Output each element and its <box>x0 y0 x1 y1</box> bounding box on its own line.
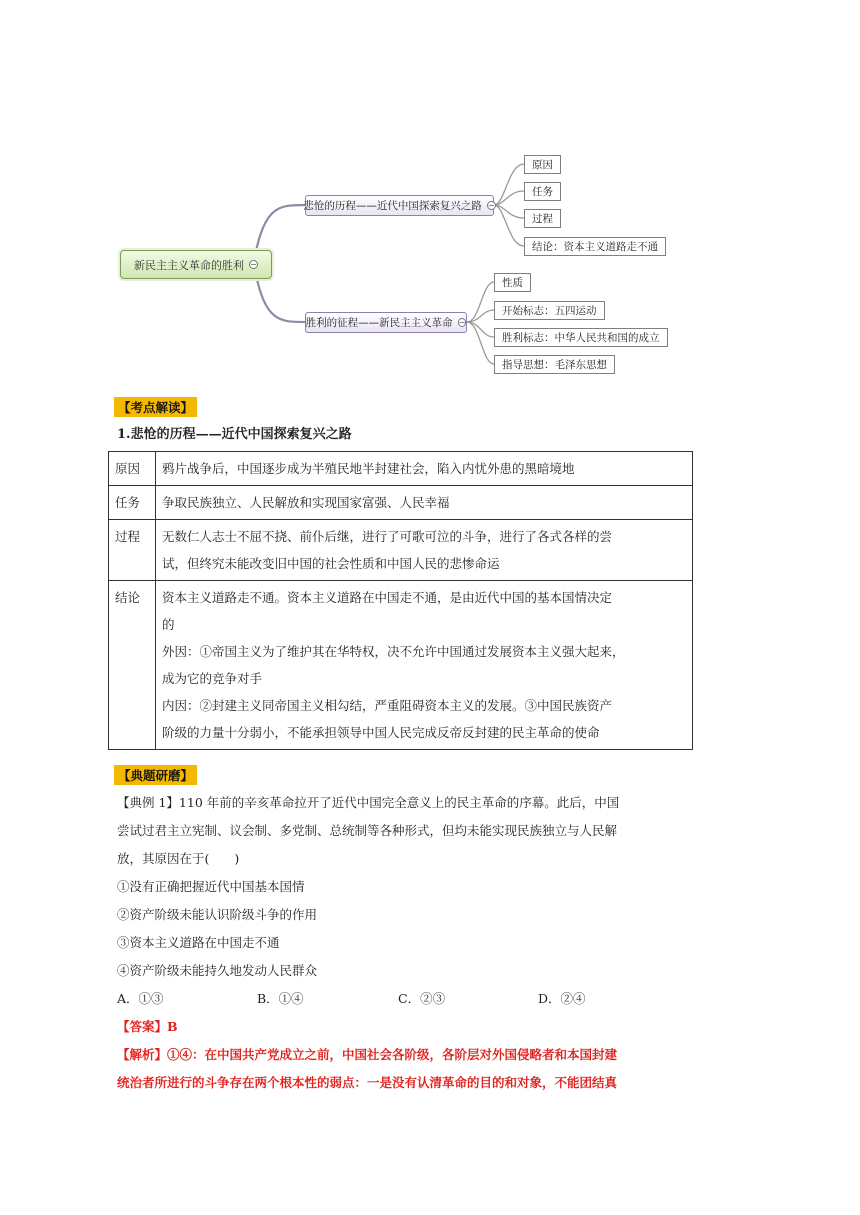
mindmap-branch-1-label: 悲怆的历程——近代中国探索复兴之路 <box>303 200 482 212</box>
option-d[interactable]: D．②④ <box>538 991 586 1006</box>
mindmap-leaf[interactable]: 胜利标志：中华人民共和国的成立 <box>494 328 668 347</box>
mindmap-leaf[interactable]: 开始标志：五四运动 <box>494 301 605 320</box>
question-line: 尝试过君主立宪制、议会制、多党制、总统制等各种形式，但均未能实现民族独立与人民解 <box>117 823 618 838</box>
row-value-line: 无数仁人志士不屈不挠、前仆后继，进行了可歌可泣的斗争，进行了各式各样的尝 <box>162 529 613 544</box>
answer-line <box>117 1013 619 1041</box>
statement: ④资产阶级未能持久地发动人民群众 <box>117 963 318 978</box>
section-heading: 1.悲怆的历程——近代中国探索复兴之路 <box>117 427 352 442</box>
analysis-line <box>117 1041 619 1069</box>
table-row <box>109 452 693 486</box>
row-value-line: 内因：②封建主义同帝国主义相勾结，严重阻碍资本主义的发展。③中国民族资产 <box>162 698 613 713</box>
row-value <box>156 486 693 520</box>
table-row <box>109 486 693 520</box>
option-a[interactable]: A．①③ <box>117 991 164 1006</box>
table-row <box>109 581 693 750</box>
row-value <box>156 520 693 581</box>
example-question <box>117 789 619 1097</box>
mindmap-leaf[interactable]: 任务 <box>524 182 561 201</box>
section-tag-examples: 【典题研磨】 <box>114 765 197 785</box>
row-value-line: 资本主义道路走不通。资本主义道路在中国走不通，是由近代中国的基本国情决定 <box>162 590 613 605</box>
row-value-line: 争取民族独立、人民解放和实现国家富强、人民幸福 <box>162 495 450 510</box>
mindmap-branch-1[interactable] <box>305 195 494 216</box>
row-value <box>156 452 693 486</box>
collapse-icon[interactable]: − <box>250 260 257 269</box>
analysis-text: ①④：在中国共产党成立之前，中国社会各阶级，各阶层对外国侵略者和本国封建 <box>167 1047 618 1062</box>
statement: ①没有正确把握近代中国基本国情 <box>117 879 305 894</box>
row-value-line: 鸦片战争后，中国逐步成为半殖民地半封建社会，陷入内忧外患的黑暗境地 <box>162 461 575 476</box>
mindmap-leaf[interactable]: 指导思想：毛泽东思想 <box>494 355 615 374</box>
collapse-icon[interactable]: − <box>487 201 495 210</box>
row-key: 结论 <box>109 581 156 750</box>
row-value-line: 成为它的竞争对手 <box>162 671 263 686</box>
analysis-tag: 【解析】 <box>117 1047 168 1062</box>
row-value-line: 外因：①帝国主义为了维护其在华特权，决不允许中国通过发展资本主义强大起来， <box>162 644 625 659</box>
mindmap-root-node[interactable] <box>120 250 272 279</box>
option-b[interactable]: B．①④ <box>257 991 304 1006</box>
row-key: 原因 <box>109 452 156 486</box>
row-key: 过程 <box>109 520 156 581</box>
answer-value: B <box>167 1019 178 1034</box>
question-line: 【典例 1】110 年前的辛亥革命拉开了近代中国完全意义上的民主革命的序幕。此后，中国 <box>117 795 620 810</box>
row-value-line: 试，但终究未能改变旧中国的社会性质和中国人民的悲惨命运 <box>162 556 500 571</box>
analysis-line: 统治者所进行的斗争存在两个根本性的弱点：一是没有认清革命的目的和对象，不能团结真 <box>117 1075 618 1090</box>
table-row <box>109 520 693 581</box>
mindmap-leaf[interactable]: 结论：资本主义道路走不通 <box>524 237 666 256</box>
statement: ②资产阶级未能认识阶级斗争的作用 <box>117 907 318 922</box>
answer-options <box>117 985 619 1013</box>
mindmap-leaf[interactable]: 原因 <box>524 155 561 174</box>
row-value-line: 的 <box>162 617 175 632</box>
key-points-table <box>108 451 693 750</box>
mindmap-root-label: 新民主主义革命的胜利 <box>134 258 244 272</box>
mindmap-branch-2-label: 胜利的征程——新民主主义革命 <box>305 317 453 329</box>
collapse-icon[interactable]: − <box>458 318 466 327</box>
row-key: 任务 <box>109 486 156 520</box>
answer-tag: 【答案】 <box>117 1019 168 1034</box>
row-value-line: 阶级的力量十分弱小，不能承担领导中国人民完成反帝反封建的民主革命的使命 <box>162 725 600 740</box>
statement: ③资本主义道路在中国走不通 <box>117 935 280 950</box>
option-c[interactable]: C．②③ <box>398 991 446 1006</box>
section-tag-key-points: 【考点解读】 <box>114 397 197 417</box>
row-value <box>156 581 693 750</box>
mindmap-leaf[interactable]: 过程 <box>524 209 561 228</box>
mindmap-leaf[interactable]: 性质 <box>494 273 531 292</box>
question-line: 放，其原因在于( ) <box>117 851 240 866</box>
mindmap-branch-2[interactable] <box>305 312 467 333</box>
